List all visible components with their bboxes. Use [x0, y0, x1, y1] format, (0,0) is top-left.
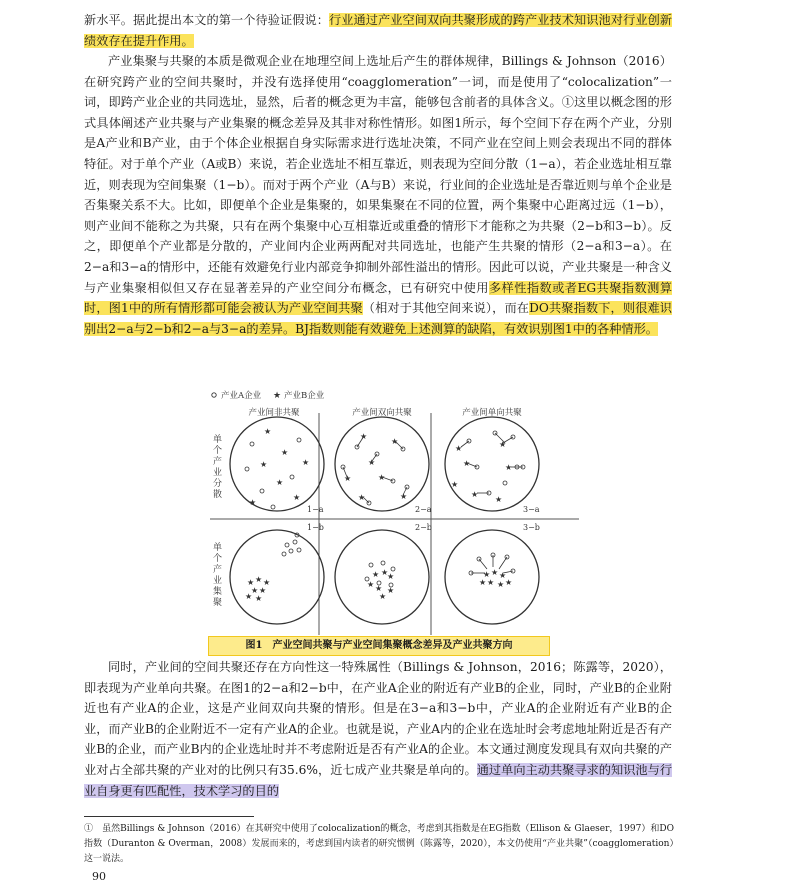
svg-text:★: ★ — [372, 570, 380, 579]
svg-text:★: ★ — [375, 584, 383, 593]
legend-b-label: 产业B企业 — [284, 391, 325, 401]
svg-text:★: ★ — [293, 493, 301, 502]
svg-text:★: ★ — [259, 586, 267, 595]
panel-label-1b: 1−b — [307, 523, 324, 532]
svg-text:★: ★ — [249, 498, 257, 507]
svg-text:★: ★ — [264, 427, 272, 436]
panel-2a-pairs — [341, 436, 409, 505]
svg-text:★: ★ — [247, 578, 255, 587]
row-label-dispersed: 单个产业分散 — [212, 435, 222, 500]
svg-text:★: ★ — [400, 492, 408, 501]
panel-2b-cluster-b — [367, 568, 394, 601]
svg-text:★: ★ — [302, 458, 310, 467]
svg-text:★: ★ — [463, 459, 471, 468]
svg-text:★: ★ — [378, 473, 386, 482]
panel-2a-stars — [344, 432, 407, 502]
svg-text:★: ★ — [260, 460, 268, 469]
figure-caption: 图1 产业空间共聚与产业空间集聚概念差异及产业共聚方向 — [208, 636, 550, 656]
svg-text:★: ★ — [381, 568, 389, 577]
footnote — [84, 822, 674, 867]
p2-highlight-1: 多样性指数或者EG共聚指数测算时，图1中的所有情形都可能会被认为产业空间共聚 — [84, 280, 673, 316]
legend-circle-icon — [212, 393, 216, 397]
svg-text:★: ★ — [471, 490, 479, 499]
svg-text:★: ★ — [483, 570, 491, 579]
panel-label-3a: 3−a — [523, 505, 540, 514]
panel-2a-circle — [335, 417, 429, 511]
svg-text:★: ★ — [387, 572, 395, 581]
panel-1b-circle — [230, 530, 324, 624]
panel-1b-cluster-b — [245, 575, 270, 603]
svg-text:★: ★ — [379, 592, 387, 601]
col-title-bidirectional: 产业间双向共聚 — [352, 408, 412, 418]
svg-text:★: ★ — [479, 578, 487, 587]
svg-text:★: ★ — [451, 480, 459, 489]
svg-text:★: ★ — [495, 495, 503, 504]
svg-text:★: ★ — [255, 575, 263, 584]
svg-text:★: ★ — [276, 478, 284, 487]
panel-3b-circle — [445, 530, 539, 624]
svg-text:★: ★ — [358, 493, 366, 502]
panel-1a-circle — [230, 417, 324, 511]
p3-text: 同时，产业间的空间共聚还存在方向性这一特殊属性（Billings & Johnson，2016；陈露等，2020），即表现为产业单向共聚。在图1的2−a和2−b中，在产业A企业的附近有产业B的企业，同时，产业B的企业附近也有产业A的企业，这是产业间双向共聚的情形。但是在3−a和3−b中，产业A的企业附近有产业B的企业，而产业B的企业附近不一定有产业A的企业。也就是说，产业A内的企业在选址时会考虑地址附近是否有产业B的企业，而产业B内的企业选址时并不考虑附近是否有产业A的企业。本文通过测度发现具有双向共聚的产业对占全部共聚的产业对的比例只有35.6%，近七成产业共聚是单向的。 — [84, 660, 672, 777]
legend-a-label: 产业A企业 — [221, 391, 262, 401]
row-label-clustered: 单个产业集聚 — [212, 543, 222, 608]
svg-text:★: ★ — [281, 448, 289, 457]
svg-text:★: ★ — [255, 594, 263, 603]
footnote-text: 虽然Billings & Johnson（2016）在其研究中使用了colocalization的概念，考虑到其指数是在EG指数（Ellison & Glaeser，1997）和DO指数（Duranton & Overman，2008）发展而来的，考虑到国内读者的研究惯例（陈露等，2020），本文仍使用“产业共聚”（coagglomeration）这一说法。 — [84, 824, 674, 864]
svg-text:★: ★ — [263, 578, 271, 587]
panel-1a-firms-b — [249, 427, 309, 507]
figure-1 — [207, 387, 579, 635]
footnote-marker: ① — [84, 824, 94, 834]
svg-text:★: ★ — [344, 474, 352, 483]
svg-text:★: ★ — [360, 432, 368, 441]
col-title-non-co: 产业间非共聚 — [248, 408, 300, 418]
svg-text:★: ★ — [487, 578, 495, 587]
footnote-divider — [84, 816, 254, 817]
panel-label-1a: 1−a — [307, 505, 324, 514]
svg-text:★: ★ — [497, 580, 505, 589]
paragraph-concept — [84, 51, 672, 339]
p2-text-2: （相对于其他空间来说），而在 — [362, 301, 530, 316]
p1-text: 新水平。据此提出本文的第一个待验证假说： — [84, 13, 330, 27]
legend-star-icon: ★ — [273, 391, 282, 401]
panel-label-2b: 2−b — [415, 523, 432, 532]
svg-text:★: ★ — [455, 444, 463, 453]
svg-text:★: ★ — [505, 578, 513, 587]
panel-3b-stars — [479, 568, 512, 589]
page-number: 90 — [92, 870, 106, 883]
p2-text-1: 产业集聚与共聚的本质是微观企业在地理空间上选址后产生的群体规律，Billings & Johnson（2016）在研究跨产业的空间共聚时，并没有选择使用“coagglomeration”一词，而是使用了“colocalization”一词，即跨产业企业的共同选址，显然，后者的概念更为丰富，能够包含前者的具体含义。①这里以概念图的形式具体阐述产业共聚与产业集聚的概念差异及其非对称性情形。如图1所示，每个空间下存在两个产业，分别是A产业和B产业，由于个体企业根据自身实际需求进行选址决策，不同产业在空间上则会表现出不同的群体特征。对于单个产业（A或B）来说，若企业选址不相互靠近，则表现为空间分散（1−a），若企业选址相互靠近，则表现为空间集聚（1−b）。而对于两个产业（A与B）来说，行业间的企业选址是否靠近则与单个企业是否集聚关系不大。比如，即便单个企业是集聚的，如果集聚在不同的位置，两个集聚中心距离过远（1−b），则产业间不能称之为共聚，只有在两个集聚中心互相靠近或重叠的情形下才能称之为共聚（2−b和3−b）。反之，即便单个产业都是分散的，产业间内企业两两配对共同选址，也能产生共聚的情形（2−a和3−a）。在2−a和3−a的情形中，还能有效避免行业内部竞争抑制外部性溢出的情形。因此可以说，产业共聚是一种含义与产业集聚相似但又存在显著差异的产业空间分布概念，已有研究中使用 — [84, 54, 672, 295]
panel-1b-cluster-a — [282, 533, 301, 556]
panel-label-2a: 2−a — [415, 505, 432, 514]
paragraph-hypothesis — [84, 10, 672, 51]
svg-text:★: ★ — [505, 463, 513, 472]
svg-text:★: ★ — [251, 586, 259, 595]
svg-text:★: ★ — [499, 571, 507, 580]
svg-text:★: ★ — [499, 440, 507, 449]
panel-3a-stars — [451, 440, 512, 504]
panel-2b-circle — [335, 530, 429, 624]
panel-3a-links — [461, 431, 525, 495]
panel-label-3b: 3−b — [523, 523, 540, 532]
svg-text:★: ★ — [368, 458, 376, 467]
paragraph-direction — [84, 657, 672, 801]
svg-text:★: ★ — [245, 592, 253, 601]
p1-highlight: 行业通过产业空间双向共聚形成的跨产业技术知识池对行业创新绩效存在提升作用。 — [84, 13, 673, 48]
col-title-unidirectional: 产业间单向共聚 — [462, 408, 522, 418]
svg-text:★: ★ — [491, 568, 499, 577]
svg-text:★: ★ — [391, 437, 399, 446]
svg-text:★: ★ — [367, 580, 375, 589]
p3-highlight: 通过单向主动共聚寻求的知识池与行业自身更有匹配性，技术学习的目的 — [84, 762, 673, 798]
p2-highlight-2: DO共聚指数下，则很难识别出2−a与2−b和2−a与3−a的差异。BJ指数则能有效避免上述测算的缺陷，有效识别图1中的各种情形。 — [84, 301, 672, 336]
panel-3a-circle — [445, 417, 539, 511]
svg-text:★: ★ — [387, 586, 395, 595]
